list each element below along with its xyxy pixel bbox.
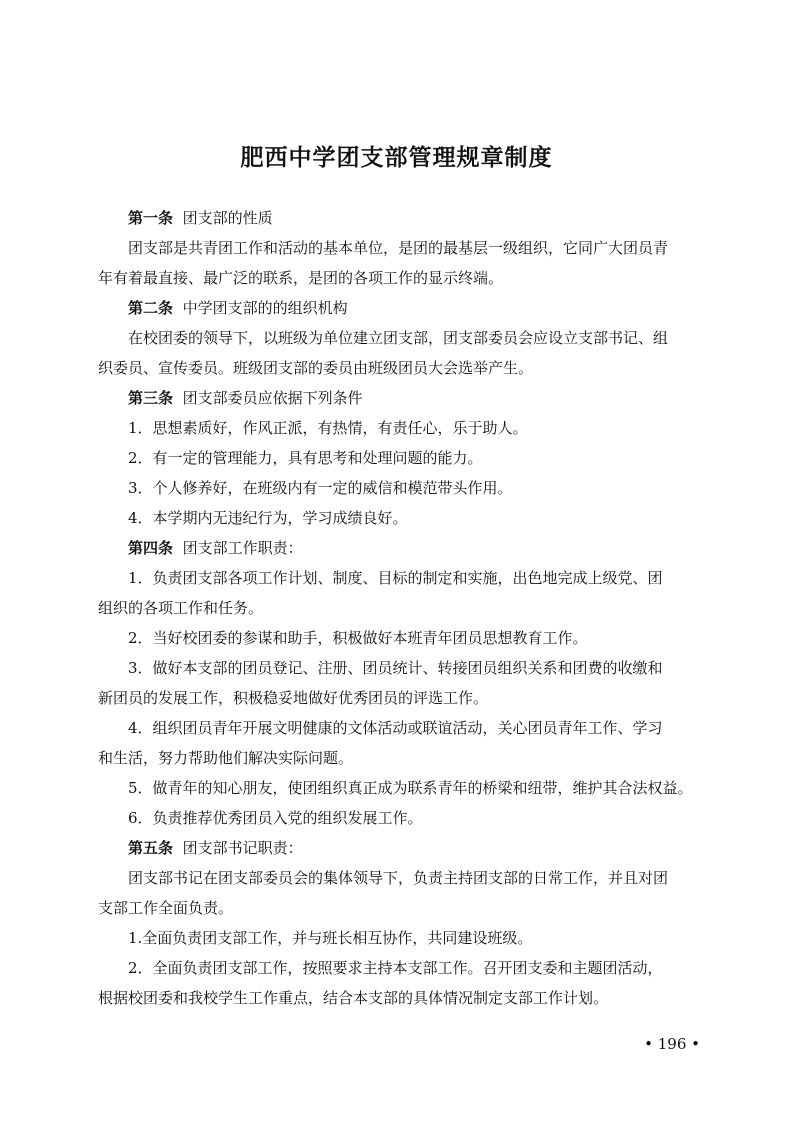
section-heading	[98, 293, 702, 323]
list-item: 1．思想素质好，作风正派，有热情，有责任心，乐于助人。	[128, 419, 528, 437]
paragraph-line: 根据校团委和我校学生工作重点，结合本支部的具体情况制定支部工作计划。	[98, 989, 609, 1007]
paragraph-line: 在校团委的领导下，以班级为单位建立团支部，团支部委员会应设立支部书记、组	[128, 329, 669, 347]
paragraph-line: 支部工作全面负责。	[98, 899, 234, 917]
document-body	[98, 203, 702, 1013]
list-item: 1.全面负责团支部工作，并与班长相互协作，共同建设班级。	[128, 929, 533, 947]
list-item: 4．本学期内无违纪行为，学习成绩良好。	[128, 509, 408, 527]
paragraph-line: 组织的各项工作和任务。	[98, 599, 264, 617]
article-number: 第四条	[128, 539, 174, 557]
section-heading	[98, 383, 702, 413]
article-number: 第二条	[128, 299, 174, 317]
list-item: 3．做好本支部的团员登记、注册、团员统计、转接团员组织关系和团费的收缴和	[128, 659, 663, 677]
page-number: • 196 •	[644, 1035, 700, 1053]
article-number: 第一条	[128, 209, 174, 227]
paragraph-line: 年有着最直接、最广泛的联系，是团的各项工作的显示终端。	[98, 269, 504, 287]
paragraph-line: 团支部书记在团支部委员会的集体领导下，负责主持团支部的日常工作，并且对团	[128, 869, 669, 887]
page-title: 肥西中学团支部管理规章制度	[240, 144, 553, 171]
list-item: 5．做青年的知心朋友，使团组织真正成为联系青年的桥梁和纽带，维护其合法权益。	[128, 779, 693, 797]
section-heading	[98, 533, 702, 563]
paragraph-line: 织委员、宣传委员。班级团支部的委员由班级团员大会选举产生。	[98, 359, 534, 377]
article-title: 团支部工作职责：	[182, 539, 303, 557]
list-item: 2．当好校团委的参谋和助手，积极做好本班青年团员思想教育工作。	[128, 629, 588, 647]
section-heading	[98, 203, 702, 233]
list-item: 6．负责推荐优秀团员入党的组织发展工作。	[128, 809, 423, 827]
list-item: 4．组织团员青年开展文明健康的文体活动或联谊活动，关心团员青年工作、学习	[128, 719, 663, 737]
list-item: 2．有一定的管理能力，具有思考和处理问题的能力。	[128, 449, 483, 467]
paragraph-line: 新团员的发展工作，积极稳妥地做好优秀团员的评选工作。	[98, 689, 489, 707]
list-item: 2．全面负责团支部工作，按照要求主持本支部工作。召开团支委和主题团活动，	[128, 959, 663, 977]
article-title: 团支部书记职责：	[182, 839, 303, 857]
article-number: 第三条	[128, 389, 174, 407]
paragraph-line: 团支部是共青团工作和活动的基本单位，是团的最基层一级组织，它同广大团员青	[128, 239, 669, 257]
paragraph-line: 和生活，努力帮助他们解决实际问题。	[98, 749, 354, 767]
article-title: 中学团支部的的组织机构	[182, 299, 348, 317]
article-number: 第五条	[128, 839, 174, 857]
list-item: 1．负责团支部各项工作计划、制度、目标的制定和实施，出色地完成上级党、团	[128, 569, 663, 587]
article-title: 团支部委员应依据下列条件	[182, 389, 363, 407]
article-title: 团支部的性质	[182, 209, 273, 227]
list-item: 3．个人修养好，在班级内有一定的威信和模范带头作用。	[128, 479, 513, 497]
section-heading	[98, 833, 702, 863]
